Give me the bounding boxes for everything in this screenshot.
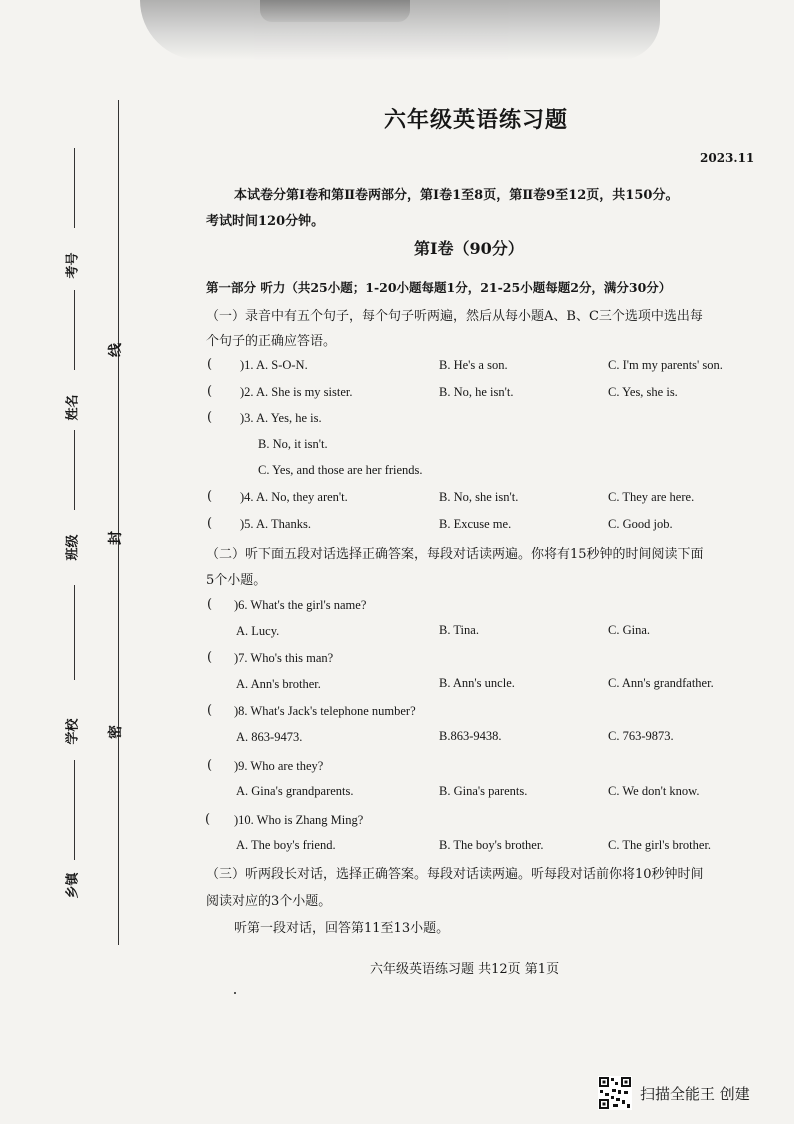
exam-date: 2023.11	[700, 151, 755, 165]
q5-stem: )5. A. Thanks.	[240, 517, 311, 531]
q8-option-b: B.863-9438.	[439, 729, 502, 743]
q4-stem: )4. A. No, they aren't.	[240, 490, 348, 504]
q7-stem: )7. Who's this man?	[234, 651, 334, 665]
q4-option-c: C. They are here.	[608, 490, 695, 504]
q3-option-c: C. Yes, and those are her friends.	[258, 463, 423, 477]
xuexiao-label: 学校	[65, 718, 81, 745]
answer-paren-7: (	[207, 650, 213, 665]
q1-option-c: C. I'm my parents' son.	[608, 358, 723, 372]
q10-stem: )10. Who is Zhang Ming?	[234, 813, 364, 827]
q6-option-b: B. Tina.	[439, 623, 479, 637]
sec3-line1: （三）听两段长对话，选择正确答案。每段对话读两遍。听每段对话前你将10秒钟时间	[206, 867, 704, 882]
q7-option-b: B. Ann's uncle.	[439, 676, 515, 690]
q2-option-c: C. Yes, she is.	[608, 385, 678, 399]
answer-paren-10: (	[205, 812, 211, 827]
banji-label: 班级	[65, 534, 81, 561]
xiangzhen-blank	[74, 760, 75, 860]
banji-blank	[74, 430, 75, 510]
q9-option-a: A. Gina's grandparents.	[236, 784, 354, 798]
q9-option-b: B. Gina's parents.	[439, 784, 528, 798]
scanner-clip	[260, 0, 410, 22]
sec2-line2: 5个小题。	[206, 573, 267, 588]
volume-title: 第Ⅰ卷（90分）	[414, 239, 524, 258]
kaohao-label: 考号	[65, 252, 81, 279]
answer-paren-6: (	[207, 597, 213, 612]
q7-option-a: A. Ann's brother.	[236, 677, 321, 691]
q9-stem: )9. Who are they?	[234, 759, 324, 773]
sec3-line2: 阅读对应的3个小题。	[206, 894, 332, 909]
q6-option-c: C. Gina.	[608, 623, 651, 637]
intro-line2: 考试时间120分钟。	[206, 214, 325, 229]
q9-option-c: C. We don't know.	[608, 784, 700, 798]
answer-paren-9: (	[207, 758, 213, 773]
sec1-line1: （一）录音中有五个句子，每个句子听两遍，然后从每小题A、B、C三个选项中选出每	[206, 309, 703, 324]
seal-xian: 线	[108, 343, 124, 357]
q10-option-c: C. The girl's brother.	[608, 838, 712, 852]
qr-code-icon	[598, 1076, 632, 1110]
q8-option-a: A. 863-9473.	[236, 730, 303, 744]
xuexiao-blank	[74, 585, 75, 680]
answer-paren-1: (	[207, 357, 213, 372]
xingming-label: 姓名	[65, 394, 81, 421]
q3-stem: )3. A. Yes, he is.	[240, 411, 322, 425]
kaohao-blank	[74, 148, 75, 228]
q8-stem: )8. What's Jack's telephone number?	[234, 704, 416, 718]
intro-line1: 本试卷分第Ⅰ卷和第Ⅱ卷两部分，第Ⅰ卷1至8页，第Ⅱ卷9至12页，共150分。	[234, 188, 679, 203]
q3-option-b: B. No, it isn't.	[258, 437, 328, 451]
q2-option-b: B. No, he isn't.	[439, 385, 514, 399]
q4-option-b: B. No, she isn't.	[439, 490, 519, 504]
answer-paren-3: (	[207, 410, 213, 425]
scan-speck	[234, 992, 236, 994]
seal-mi: 密	[108, 725, 124, 739]
seal-feng: 封	[108, 531, 124, 545]
sec2-line1: （二）听下面五段对话选择正确答案，每段对话读两遍。你将有15秒钟的时间阅读下面	[206, 547, 704, 562]
scanner-brand: 扫描全能王 创建	[640, 1085, 750, 1103]
q5-option-b: B. Excuse me.	[439, 517, 512, 531]
page-footer: 六年级英语练习题 共12页 第1页	[370, 962, 560, 977]
q1-stem: )1. A. S-O-N.	[240, 358, 308, 372]
q10-option-a: A. The boy's friend.	[236, 838, 336, 852]
binding-line	[118, 100, 119, 945]
xiangzhen-label: 乡镇	[65, 872, 81, 899]
q10-option-b: B. The boy's brother.	[439, 838, 544, 852]
sec1-line2: 个句子的正确应答语。	[206, 334, 337, 349]
page-title: 六年级英语练习题	[384, 107, 569, 133]
q8-option-c: C. 763-9873.	[608, 729, 674, 743]
part1-heading: 第一部分 听力（共25小题；1-20小题每题1分，21-25小题每题2分，满分30分）	[206, 280, 672, 295]
q2-stem: )2. A. She is my sister.	[240, 385, 353, 399]
q1-option-b: B. He's a son.	[439, 358, 508, 372]
sec3-line3: 听第一段对话，回答第11至13小题。	[234, 921, 450, 936]
xingming-blank	[74, 290, 75, 370]
q5-option-c: C. Good job.	[608, 517, 673, 531]
q6-stem: )6. What's the girl's name?	[234, 598, 367, 612]
q6-option-a: A. Lucy.	[236, 624, 280, 638]
answer-paren-8: (	[207, 703, 213, 718]
answer-paren-5: (	[207, 516, 213, 531]
q7-option-c: C. Ann's grandfather.	[608, 676, 714, 690]
scanner-shadow	[140, 0, 660, 60]
answer-paren-4: (	[207, 489, 213, 504]
answer-paren-2: (	[207, 384, 213, 399]
